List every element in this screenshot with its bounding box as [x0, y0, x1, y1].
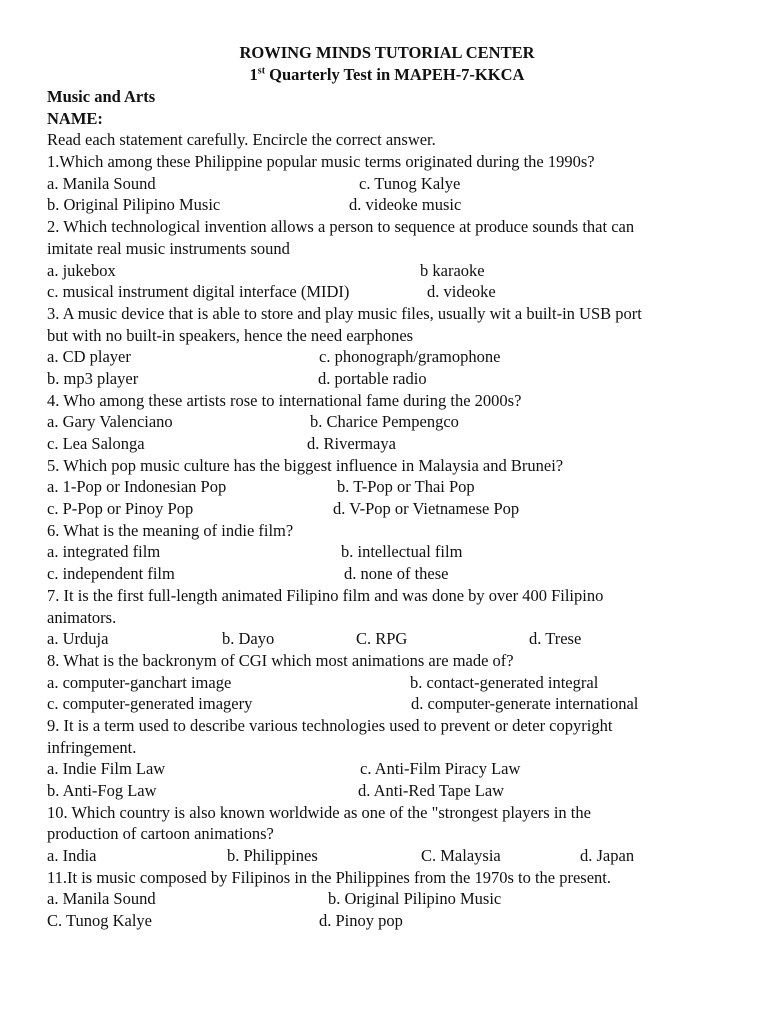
q7-row-1	[47, 628, 727, 650]
q11-option-a[interactable]: a. Manila Sound	[47, 889, 156, 909]
q1-option-c[interactable]: c. Tunog Kalye	[359, 173, 461, 193]
question-11: 11.It is music composed by Filipinos in the Philippines from the 1970s to the present.	[47, 867, 612, 887]
q2-option-b[interactable]: b karaoke	[420, 260, 485, 280]
test-number: 1	[249, 65, 258, 84]
question-9-line-2: infringement.	[47, 737, 137, 757]
question-7-line-1: 7. It is the first full-length animated Filipino film and was done by over 400 Filipino	[47, 585, 604, 605]
q3-option-d[interactable]: d. portable radio	[318, 368, 427, 388]
q8-option-a[interactable]: a. computer-ganchart image	[47, 672, 232, 692]
school-name: ROWING MINDS TUTORIAL CENTER	[239, 43, 535, 62]
q4-option-b[interactable]: b. Charice Pempengco	[310, 412, 459, 432]
q9-option-b[interactable]: b. Anti-Fog Law	[47, 781, 157, 800]
q10-option-a[interactable]: a. India	[47, 846, 97, 866]
q5-option-c[interactable]: c. P-Pop or Pinoy Pop	[47, 499, 194, 519]
q7-option-c[interactable]: C. RPG	[356, 629, 408, 649]
q7-option-d[interactable]: d. Trese	[529, 629, 582, 649]
q8-row-1	[47, 672, 727, 694]
question-2-line-2: imitate real music instruments sound	[47, 238, 290, 258]
q11-option-d[interactable]: d. Pinoy pop	[319, 911, 403, 931]
q6-option-d[interactable]: d. none of these	[344, 564, 449, 584]
question-5: 5. Which pop music culture has the biggest influence in Malaysia and Brunei?	[47, 455, 564, 475]
q3-option-a[interactable]: a. CD player	[47, 347, 131, 367]
question-1: 1.Which among these Philippine popular music terms originated during the 1990s?	[47, 152, 595, 172]
q8-option-c[interactable]: c. computer-generated imagery	[47, 694, 253, 714]
q2-option-a[interactable]: a. jukebox	[47, 260, 116, 280]
q8-option-b[interactable]: b. contact-generated integral	[410, 672, 599, 692]
q8-option-d[interactable]: d. computer-generate international	[411, 694, 639, 714]
q4-row-2	[47, 433, 727, 455]
q5-row-2	[47, 498, 727, 520]
q1-row-2	[47, 194, 727, 216]
question-8: 8. What is the backronym of CGI which most animations are made of?	[47, 650, 514, 670]
q6-row-2	[47, 563, 727, 585]
q7-option-b[interactable]: b. Dayo	[222, 629, 275, 649]
q9-option-d[interactable]: d. Anti-Red Tape Law	[358, 781, 505, 800]
question-6: 6. What is the meaning of indie film?	[47, 520, 294, 540]
question-10-line-2: production of cartoon animations?	[47, 824, 274, 844]
q11-option-b[interactable]: b. Original Pilipino Music	[328, 889, 502, 909]
name-label: NAME:	[47, 108, 103, 128]
question-3-line-1: 3. A music device that is able to store and play music files, usually wit a built-in USB port	[47, 303, 642, 323]
q10-option-d[interactable]: d. Japan	[580, 846, 635, 866]
q10-option-c[interactable]: C. Malaysia	[421, 846, 501, 866]
q8-row-2	[47, 693, 727, 715]
q4-option-a[interactable]: a. Gary Valenciano	[47, 412, 173, 432]
q10-row-1	[47, 845, 727, 867]
q1-option-a[interactable]: a. Manila Sound	[47, 173, 156, 193]
test-number-suffix: st	[257, 65, 266, 77]
q3-option-c[interactable]: c. phonograph/gramophone	[319, 347, 501, 367]
test-title	[47, 64, 727, 86]
section-title: Music and Arts	[47, 87, 156, 106]
question-10-line-1: 10. Which country is also known worldwide as one of the "strongest players in the	[47, 802, 591, 822]
q10-option-b[interactable]: b. Philippines	[227, 846, 318, 866]
q5-row-1	[47, 476, 727, 498]
q6-option-b[interactable]: b. intellectual film	[341, 542, 463, 562]
q7-option-a[interactable]: a. Urduja	[47, 629, 109, 649]
instructions: Read each statement carefully. Encircle the correct answer.	[47, 130, 436, 150]
q5-option-b[interactable]: b. T-Pop or Thai Pop	[337, 477, 475, 497]
q4-option-d[interactable]: d. Rivermaya	[307, 434, 396, 453]
q1-row-1	[47, 173, 727, 195]
q2-row-2	[47, 281, 727, 303]
question-9-line-1: 9. It is a term used to describe various technologies used to prevent or deter copyright	[47, 715, 613, 735]
q1-option-b[interactable]: b. Original Pilipino Music	[47, 195, 221, 215]
q3-row-2	[47, 368, 727, 390]
q6-option-a[interactable]: a. integrated film	[47, 542, 161, 562]
q6-row-1	[47, 541, 727, 563]
q2-option-c[interactable]: c. musical instrument digital interface (MIDI)	[47, 282, 350, 302]
question-3-line-2: but with no built-in speakers, hence the need earphones	[47, 325, 414, 345]
q5-option-a[interactable]: a. 1-Pop or Indonesian Pop	[47, 477, 227, 497]
q2-row-1	[47, 260, 727, 282]
q9-row-1	[47, 758, 727, 780]
q5-option-d[interactable]: d. V-Pop or Vietnamese Pop	[333, 499, 520, 519]
q9-option-a[interactable]: a. Indie Film Law	[47, 759, 166, 779]
q9-option-c[interactable]: c. Anti-Film Piracy Law	[360, 759, 521, 779]
q6-option-c[interactable]: c. independent film	[47, 564, 175, 584]
q11-row-2	[47, 910, 727, 932]
q3-option-b[interactable]: b. mp3 player	[47, 368, 139, 388]
q3-row-1	[47, 346, 727, 368]
q11-row-1	[47, 888, 727, 910]
q11-option-c[interactable]: C. Tunog Kalye	[47, 911, 152, 931]
q4-option-c[interactable]: c. Lea Salonga	[47, 434, 145, 453]
question-4: 4. Who among these artists rose to international fame during the 2000s?	[47, 390, 522, 410]
question-7-line-2: animators.	[47, 607, 117, 627]
question-2-line-1: 2. Which technological invention allows a person to sequence at produce sounds that can	[47, 217, 635, 237]
test-title-rest: Quarterly Test in MAPEH-7-KKCA	[265, 65, 525, 84]
q4-row-1	[47, 411, 727, 433]
test-page	[47, 42, 727, 932]
q1-option-d[interactable]: d. videoke music	[349, 195, 462, 215]
q2-option-d[interactable]: d. videoke	[427, 282, 496, 302]
q9-row-2	[47, 780, 727, 802]
